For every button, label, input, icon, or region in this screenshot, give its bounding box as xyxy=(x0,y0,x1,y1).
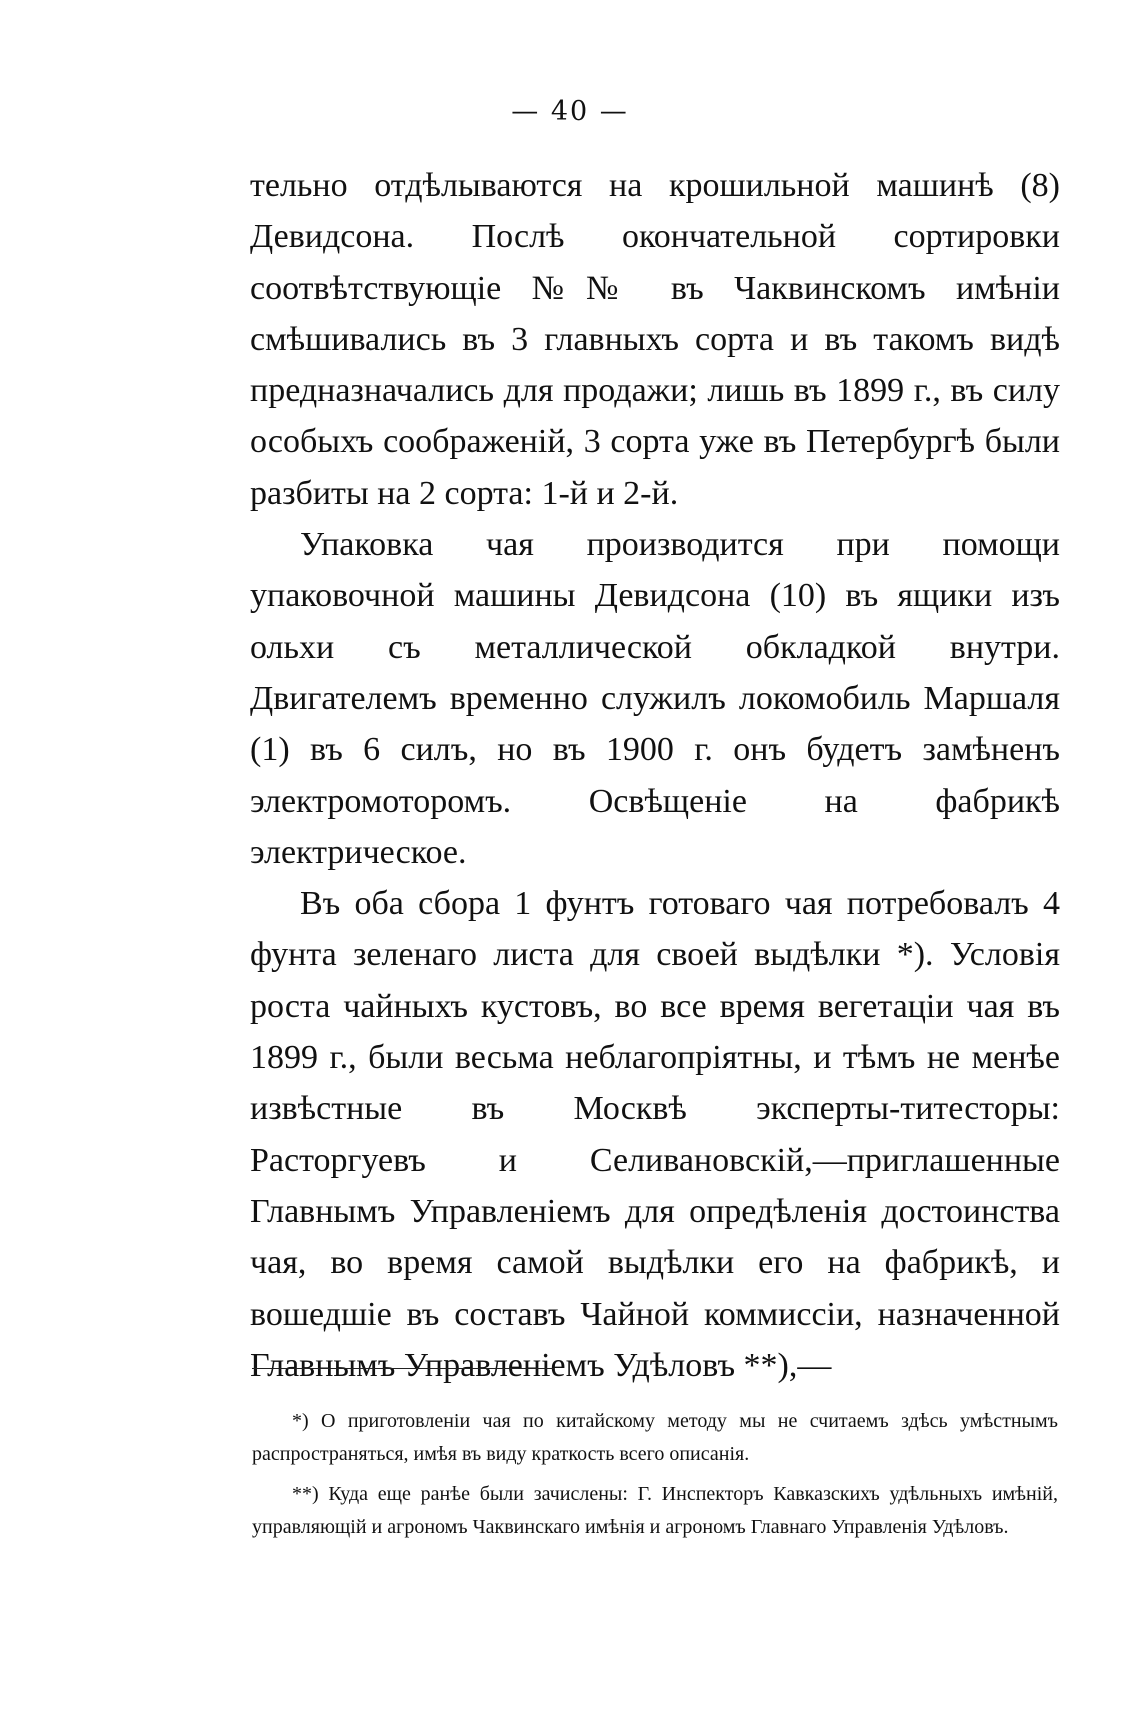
paragraph-continued: тельно отдѣлываются на крошильной машинѣ (8) Девидсона. Послѣ окончательной сортировки соотвѣтствующіе №№ въ Чаквинскомъ имѣніи смѣшивались въ 3 главныхъ сорта и въ такомъ видѣ предназначались для продажи; лишь въ 1899 г., въ силу особыхъ соображеній, 3 сорта уже въ Петербургѣ были разбиты на 2 сорта: 1-й и 2-й. xyxy=(250,167,1060,512)
footnote-divider xyxy=(252,1368,554,1369)
footnote-1: *) О приготовленіи чая по китайскому методу мы не считаемъ здѣсь умѣстнымъ распространяться, имѣя въ виду краткость всего описанія. xyxy=(252,1410,1058,1465)
paragraph-harvest: Въ оба сбора 1 фунтъ готоваго чая потребовалъ 4 фунта зеленаго листа для своей выдѣлки *). Условія роста чайныхъ кустовъ, во все время вегетаціи чая въ 1899 г., были весьма неблагопріятны, и тѣмъ не менѣе извѣстные въ Москвѣ эксперты-титесторы: Расторгуевъ и Селивановскій,—приглашенные Главнымъ Управленіемъ для опредѣленія достоинства чая, во время самой выдѣлки его на фабрикѣ, и вошедшіе въ составъ Чайной коммиссіи, назначенной Главнымъ Управленіемъ Удѣловъ **),— xyxy=(250,885,1060,1384)
page-number: — 40 — xyxy=(511,96,629,127)
main-text xyxy=(250,160,1060,1391)
footnote-2: **) Куда еще ранѣе были зачислены: Г. Инспекторъ Кавказскихъ удѣльныхъ имѣній, управляющій и агрономъ Чаквинскаго имѣнія и агрономъ Главнаго Управленія Удѣловъ. xyxy=(252,1483,1058,1538)
paragraph-packaging: Упаковка чая производится при помощи упаковочной машины Девидсона (10) въ ящики изъ ольхи съ металлической обкладкой внутри. Двигателемъ временно служилъ локомобиль Маршаля (1) въ 6 силъ, но въ 1900 г. онъ будетъ замѣненъ электромоторомъ. Освѣщеніе на фабрикѣ электрическое. xyxy=(250,526,1060,871)
footnotes xyxy=(252,1405,1058,1551)
